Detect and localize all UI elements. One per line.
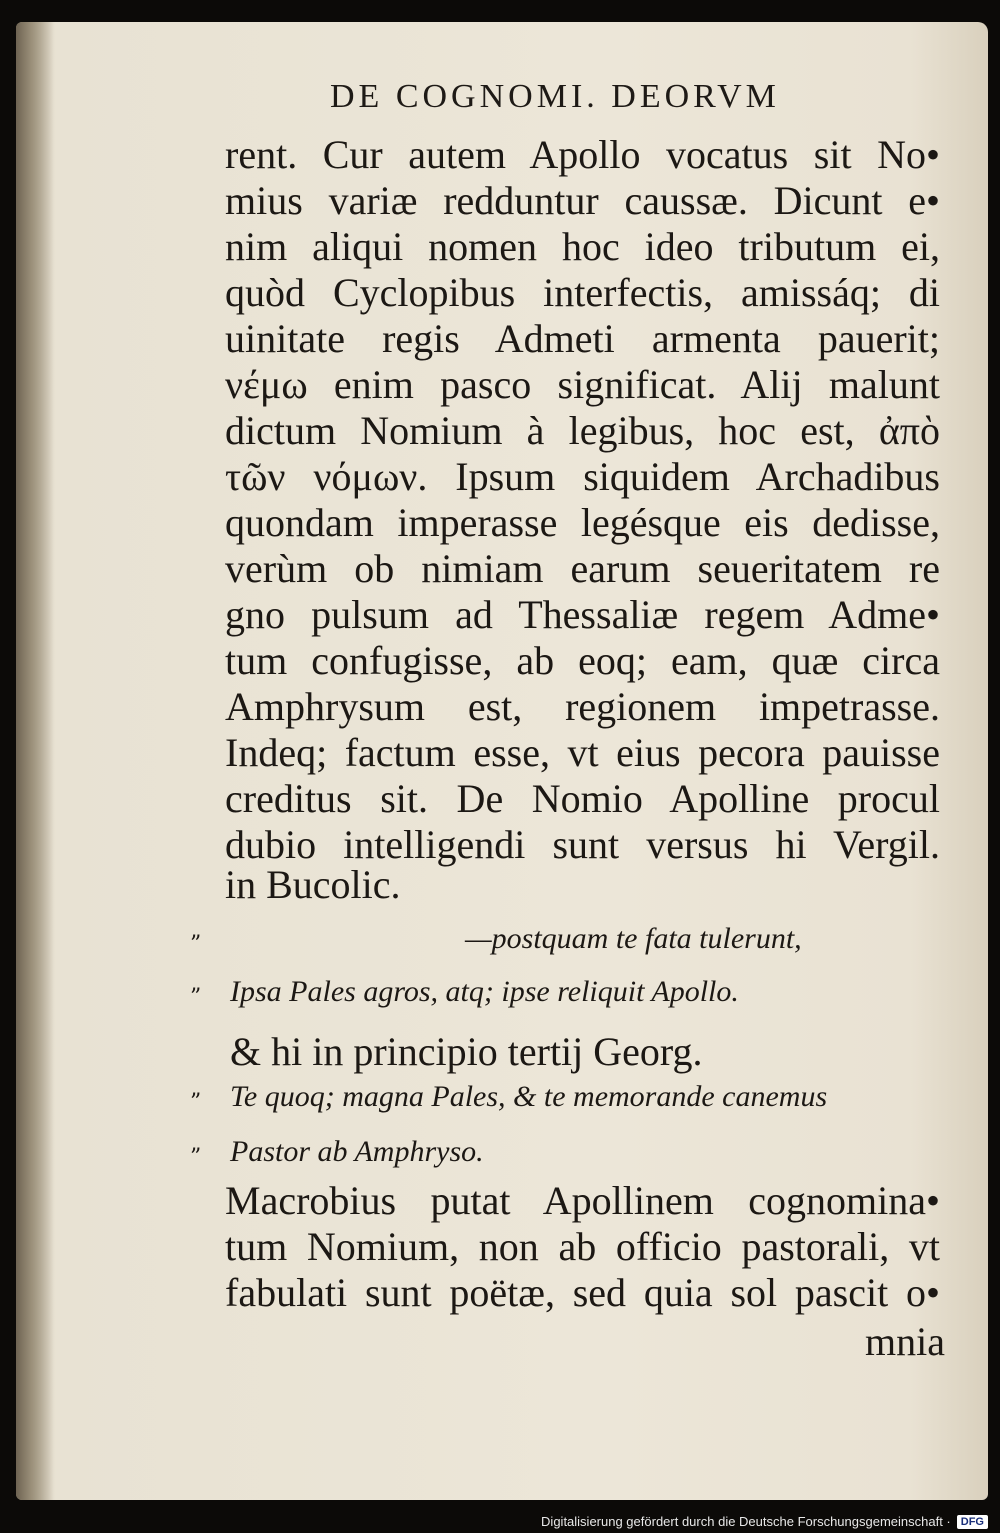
prose-line: gno pulsum ad Thessaliæ regem Adme• — [225, 592, 940, 637]
prose-line: Macrobius putat Apollinem cognomina• — [225, 1178, 940, 1223]
prose-line: uinitate regis Admeti armenta pauerit; — [225, 316, 940, 361]
prose-line: mius variæ redduntur caussæ. Dicunt e• — [225, 178, 940, 223]
prose-line: nim aliqui nomen hoc ideo tributum ei, — [225, 224, 940, 269]
prose-line: quondam imperasse legésque eis dedisse, — [225, 500, 940, 545]
prose-line: Indeq; factum esse, vt eius pecora pauisse — [225, 730, 940, 775]
prose-line: creditus sit. De Nomio Apolline procul — [225, 776, 940, 821]
footer-text: Digitalisierung gefördert durch die Deutsche Forschungsgemeinschaft · — [541, 1514, 951, 1529]
prose-line: tum confugisse, ab eoq; eam, quæ circa — [225, 638, 940, 683]
prose-line: verùm ob nimiam earum seueritatem re — [225, 546, 940, 591]
running-head: DE COGNOMI. DEORVM — [330, 78, 780, 115]
prose-line: tum Nomium, non ab officio pastorali, vt — [225, 1224, 940, 1269]
prose-line: in Bucolic. — [225, 862, 401, 907]
prose-line: τῶν νόμων. Ipsum siquidem Archadibus — [225, 454, 940, 499]
prose-line: Amphrysum est, regionem impetrasse. — [225, 684, 940, 729]
prose-line: fabulati sunt poëtæ, sed quia sol pascit o• — [225, 1270, 940, 1315]
verse-quote-mark: ” — [190, 985, 202, 1010]
prose-line: rent. Cur autem Apollo vocatus sit No• — [225, 132, 940, 177]
intro-line-georgics: & hi in principio tertij Georg. — [230, 1029, 703, 1074]
verse-line: Pastor ab Amphryso. — [230, 1135, 484, 1168]
page-gutter-shadow — [16, 22, 54, 1500]
prose-line: quòd Cyclopibus interfectis, amissáq; di — [225, 270, 940, 315]
prose-line: dubio intelligendi sunt versus hi Vergil. — [225, 822, 940, 867]
prose-line: νέμω enim pasco significat. Alij malunt — [225, 362, 940, 407]
prose-line: dictum Nomium à legibus, hoc est, ἀπὸ — [225, 408, 940, 453]
dfg-logo-icon: DFG — [957, 1515, 988, 1529]
footer-credit — [541, 1514, 988, 1529]
verse-quote-mark: ” — [190, 1145, 202, 1170]
verse-line: —postquam te fata tulerunt, — [465, 922, 802, 955]
verse-line: Ipsa Pales agros, atq; ipse reliquit Apollo. — [230, 975, 739, 1008]
catchword: mnia — [865, 1319, 945, 1364]
verse-quote-mark: ” — [190, 1090, 202, 1115]
verse-quote-mark: ” — [190, 932, 202, 957]
verse-line: Te quoq; magna Pales, & te memorande canemus — [230, 1080, 828, 1113]
